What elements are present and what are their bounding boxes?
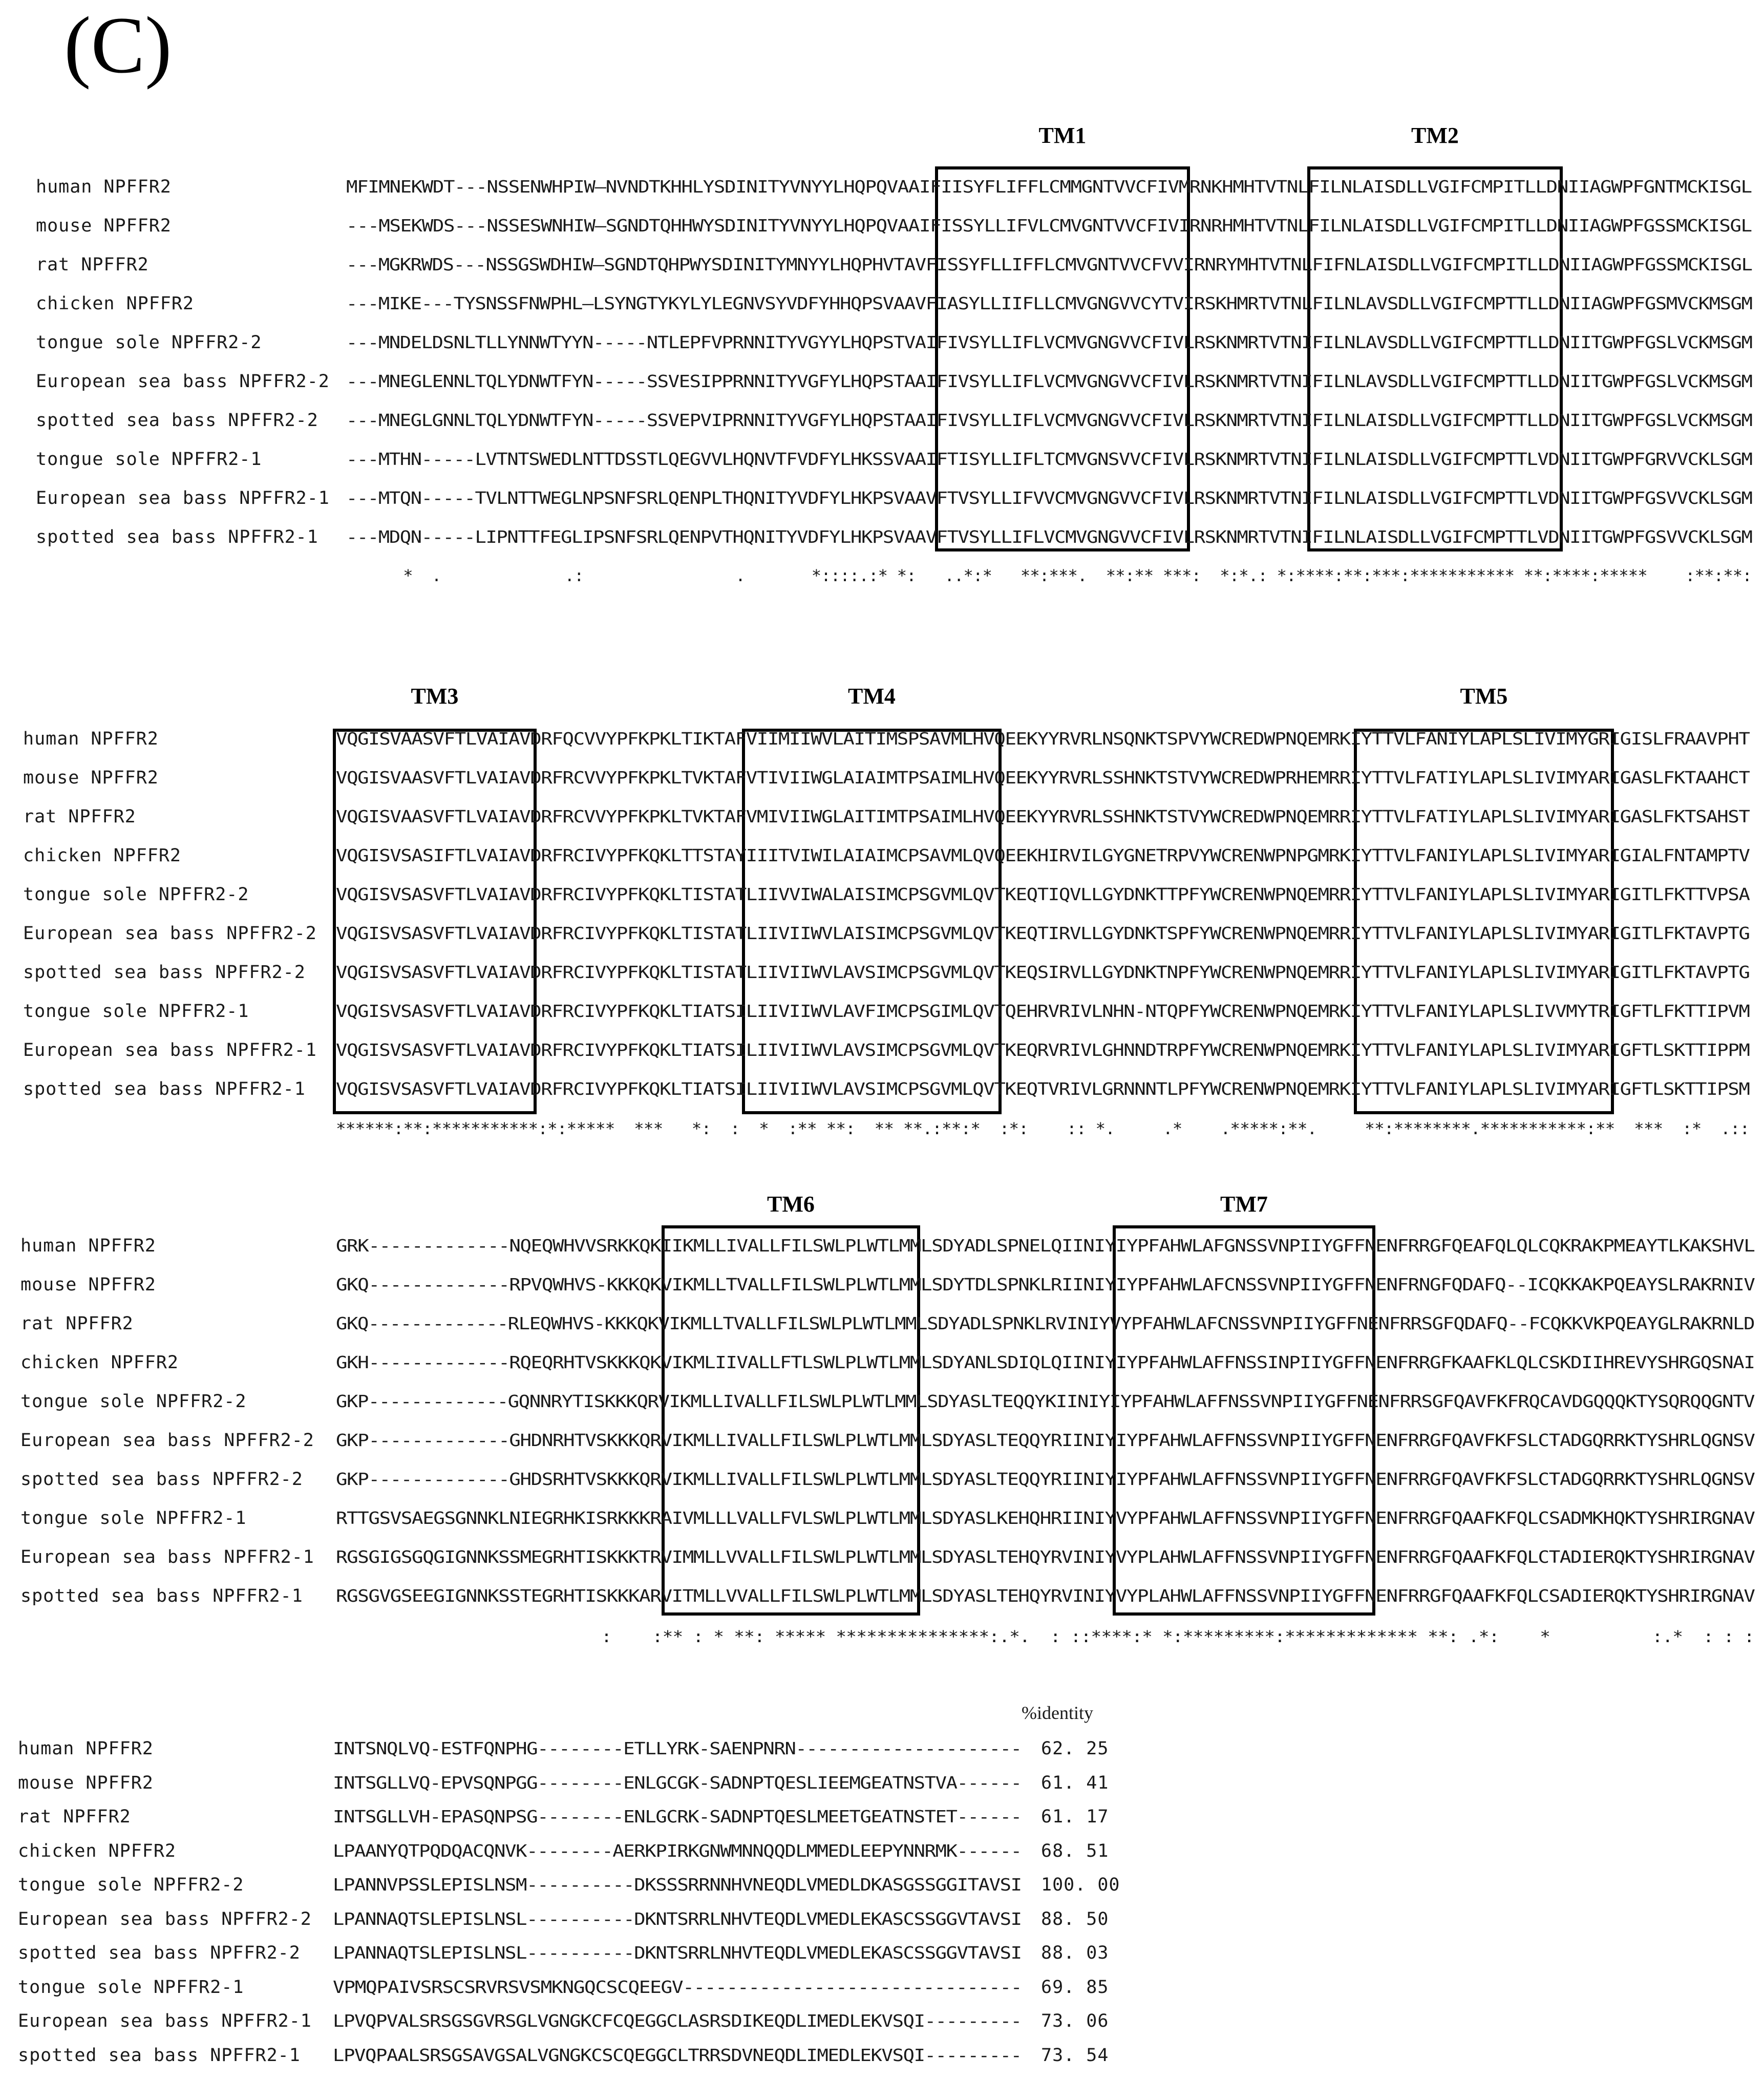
identity-value: 69. 85 xyxy=(1041,1977,1109,1998)
species-name: tongue sole NPFFR2-1 xyxy=(18,1977,244,1998)
species-name: rat NPFFR2 xyxy=(36,254,149,275)
species-name: mouse NPFFR2 xyxy=(36,216,172,236)
sequence-row: GKQ-------------RPVQWHVS-KKKQKVIKMLLTVALLFILSWLPLWTLMMLSDYTDLSPNKLRIINIYIYPFAHWLAFCNSSVNPIIYGFFNENFRNGFQDAFQ--ICQKKAKPQEAYSLRAKRNIV xyxy=(336,1275,1755,1294)
sequence-row: ---MIKE---TYSNSSFNWPHL—LSYNGTYKYLYLEGNVSYVDFYHHQPSVAAVFIASYLLIIFLLCMVGNGVVCYTVIRSKHMRTVTNLFILNLAVSDLLVGIFCMPTTLLDNIIAGWPFGSMVCKMSGM xyxy=(346,293,1752,313)
sequence-row: INTSNQLVQ-ESTFQNPHG--------ETLLYRK-SAENPNRN--------------------- xyxy=(333,1738,1022,1758)
species-name: rat NPFFR2 xyxy=(20,1313,134,1334)
sequence-row: VQGISVSASVFTLVAIAVDRFRCIVYPFKQKLTIATSILIIVIIWVLAVFIMCPSGIMLQVTQEHRVRIVLNHN-NTQPFYWCRENWPNQEMRKIYTTVLFANIYLAPLSLIVVMYTRIGFTLFKTTIPVM xyxy=(336,1001,1750,1021)
sequence-row: ---MDQN-----LIPNTTFEGLIPSNFSRLQENPVTHQNITYVDFYLHKPSVAAVFTVSYLLIFLVCMVGNGVVCFIVLRSKNMRTVTNIFILNLAISDLLVGIFCMPTTLVDNIITGWPFGSVVCKLSGM xyxy=(346,527,1752,547)
tm-label-tm4: TM4 xyxy=(848,684,896,709)
species-name: tongue sole NPFFR2-2 xyxy=(23,884,249,905)
species-name: spotted sea bass NPFFR2-1 xyxy=(23,1079,306,1099)
species-name: spotted sea bass NPFFR2-1 xyxy=(18,2045,301,2066)
species-name: tongue sole NPFFR2-1 xyxy=(20,1508,247,1528)
species-name: European sea bass NPFFR2-1 xyxy=(20,1547,314,1567)
tm-label-tm2: TM2 xyxy=(1411,123,1459,148)
species-name: spotted sea bass NPFFR2-2 xyxy=(36,410,318,431)
species-name: tongue sole NPFFR2-2 xyxy=(36,332,262,353)
species-name: mouse NPFFR2 xyxy=(20,1275,156,1295)
species-name: spotted sea bass NPFFR2-2 xyxy=(18,1943,301,1963)
species-name: European sea bass NPFFR2-1 xyxy=(23,1040,317,1060)
species-name: mouse NPFFR2 xyxy=(18,1772,154,1793)
identity-value: 62. 25 xyxy=(1041,1738,1109,1759)
sequence-row: VQGISVSASVFTLVAIAVDRFRCIVYPFKQKLTIATSILIIVIIWVLAVSIMCPSGVMLQVTKEQRVRIVLGHNNDTRPFYWCRENWPNQEMRKIYTTVLFANIYLAPLSLIVIMYARIGFTLSKTTIPPM xyxy=(336,1040,1750,1060)
sequence-row: LPAANYQTPQDQACQNVK--------AERKPIRKGNWMNNQQDLMMEDLEEPYNNRMK------ xyxy=(333,1840,1022,1861)
species-name: European sea bass NPFFR2-1 xyxy=(36,488,330,508)
species-name: rat NPFFR2 xyxy=(23,806,136,827)
tm-label-tm5: TM5 xyxy=(1460,684,1508,709)
sequence-row: GRK-------------NQEQWHVVSRKKQKIIKMLLIVALLFILSWLPLWTLMMLSDYADLSPNELQIINIYIYPFAHWLAFGNSSVNPIIYGFFNENFRRGFQEAFQLQLCQKRAKPMEAYTLKAKSHVL xyxy=(336,1236,1755,1256)
species-name: European sea bass NPFFR2-2 xyxy=(23,923,317,944)
sequence-row: LPVQPAALSRSGSAVGSALVGNGKCSCQEGGCLTRRSDVNEQDLIMEDLEKVSQI--------- xyxy=(333,2045,1022,2065)
sequence-row: VQGISVAASVFTLVAIAVDRFQCVVYPFKPKLTIKTAFVIIMIIWVLAITIMSPSAVMLHVQEEKYYRVRLNSQNKTSPVYWCREDWPNQEMRKIYTTVLFANIYLAPLSLIVIMYGRIGISLFRAAVPHT xyxy=(336,729,1750,749)
sequence-row: VQGISVSASVFTLVAIAVDRFRCIVYPFKQKLTISTATLIIVVIWALAISIMCPSGVMLQVTKEQTIQVLLGYDNKTTPFYWCRENWPNQEMRRIYTTVLFANIYLAPLSLIVIMYARIGITLFKTTVPSA xyxy=(336,884,1750,904)
species-name: spotted sea bass NPFFR2-2 xyxy=(20,1469,303,1490)
sequence-row: VQGISVAASVFTLVAIAVDRFRCVVYPFKPKLTVKTAFVMIVIIWGLAITIMTPSAIMLHVQEEKYYRVRLSSHNKTSTVYWCREDWPNQEMRRIYTTVLFATIYLAPLSLIVIMYARIGASLFKTSAHST xyxy=(336,806,1750,826)
species-name: human NPFFR2 xyxy=(36,177,172,197)
species-name: spotted sea bass NPFFR2-1 xyxy=(20,1586,303,1606)
identity-value: 61. 17 xyxy=(1041,1807,1109,1827)
sequence-row: RGSGIGSGQGIGNNKSSMEGRHTISKKKTRVIMMLLVVALLFILSWLPLWTLMMLSDYASLTEHQYRVINIYVYPLAHWLAFFNSSVNPIIYGFFNENFRRGFQAAFKFQLCTADIERQKTYSHRIRGNAV xyxy=(336,1547,1755,1567)
species-name: chicken NPFFR2 xyxy=(20,1352,179,1373)
consensus-line: * . .: . *::::.:* *: ..*:* **:***. **:** ***: *:*.: *:****:**:***:*********** **:****:***** :**:**: xyxy=(346,566,1752,585)
identity-value: 61. 41 xyxy=(1041,1772,1109,1793)
tm-label-tm7: TM7 xyxy=(1220,1192,1268,1217)
identity-value: 88. 50 xyxy=(1041,1908,1109,1929)
identity-value: 73. 54 xyxy=(1041,2045,1109,2066)
sequence-row: RGSGVGSEEGIGNNKSSTEGRHTISKKKARVITMLLVVALLFILSWLPLWTLMMLSDYASLTEHQYRVINIYVYPLAHWLAFFNSSVNPIIYGFFNENFRRGFQAAFKFQLCSADIERQKTYSHRIRGNAV xyxy=(336,1586,1755,1606)
sequence-row: LPANNAQTSLEPISLNSL----------DKNTSRRLNHVTEQDLVMEDLEKASCSSGGVTAVSI xyxy=(333,1943,1022,1963)
identity-value: 100. 00 xyxy=(1041,1875,1120,1895)
sequence-row: INTSGLLVQ-EPVSQNPGG--------ENLGCGK-SADNPTQESLIEEMGEATNSTVA------ xyxy=(333,1772,1022,1793)
species-name: spotted sea bass NPFFR2-2 xyxy=(23,962,306,983)
species-name: chicken NPFFR2 xyxy=(23,845,182,866)
sequence-row: LPVQPVALSRSGSGVRSGLVGNGKCFCQEGGCLASRSDIKEQDLIMEDLEKVSQI--------- xyxy=(333,2011,1022,2031)
sequence-row: GKP-------------GHDSRHTVSKKKQRVIKMLLIVALLFILSWLPLWTLMMLSDYASLTEQQYRIINIYIYPFAHWLAFFNSSVNPIIYGFFNENFRRGFQAVFKFSLCTADGQRRKTYSHRLQGNSV xyxy=(336,1469,1755,1489)
tm-label-tm3: TM3 xyxy=(411,684,459,709)
species-name: European sea bass NPFFR2-2 xyxy=(36,371,330,392)
sequence-row: ---MTHN-----LVTNTSWEDLNTTDSSTLQEGVVLHQNVTFVDFYLHKSSVAAIFTISYLLIFLTCMVGNSVVCFIVLRSKNMRTVTNIFILNLAISDLLVGIFCMPTTLVDNIITGWPFGRVVCKLSGM xyxy=(346,449,1752,469)
tm-label-tm1: TM1 xyxy=(1038,123,1087,148)
sequence-row: LPANNVPSSLEPISLNSM----------DKSSSRRNNHVNEQDLVMEDLDKASGSSGGITAVSI xyxy=(333,1875,1022,1895)
sequence-row: ---MSEKWDS---NSSESWNHIW—SGNDTQHHWYSDINITYVNYYLHQPQVAAIFISSYLLIFVLCMVGNTVVCFIVIRNRHMHTVTNLFILNLAISDLLVGIFCMPITLLDNIIAGWPFGSSMCKISGL xyxy=(346,216,1752,236)
sequence-row: GKP-------------GHDNRHTVSKKKQRVIKMLLIVALLFILSWLPLWTLMMLSDYASLTEQQYRIINIYIYPFAHWLAFFNSSVNPIIYGFFNENFRRGFQAVFKFSLCTADGQRRKTYSHRLQGNSV xyxy=(336,1430,1755,1450)
species-name: human NPFFR2 xyxy=(18,1738,154,1759)
tm-label-tm6: TM6 xyxy=(767,1192,815,1217)
sequence-row: GKP-------------GQNNRYTISKKKQRVIKMLLIVALLFILSWLPLWTLMMLSDYASLTEQQYKIINIYIYPFAHWLAFFNSSVNPIIYGFFNENFRRSGFQAVFKFRQCAVDGQQQKTYSQRQQGNTV xyxy=(336,1391,1755,1411)
species-name: European sea bass NPFFR2-2 xyxy=(20,1430,314,1451)
panel-label: (C) xyxy=(64,1,172,90)
species-name: rat NPFFR2 xyxy=(18,1807,131,1827)
species-name: spotted sea bass NPFFR2-1 xyxy=(36,527,318,547)
sequence-row: VPMQPAIVSRSCSRVRSVSMKNGQCSCQEEGV------------------------------- xyxy=(333,1977,1022,1997)
sequence-row: INTSGLLVH-EPASQNPSG--------ENLGCRK-SADNPTQESLMEETGEATNSTET------ xyxy=(333,1807,1022,1827)
sequence-row: LPANNAQTSLEPISLNSL----------DKNTSRRLNHVTEQDLVMEDLEKASCSSGGVTAVSI xyxy=(333,1908,1022,1929)
species-name: European sea bass NPFFR2-1 xyxy=(18,2011,312,2031)
sequence-row: VQGISVSASIFTLVAIAVDRFRCIVYPFKQKLTTSTAYIIITVIWILAIAIMCPSAVMLQVQEEKHIRVILGYGNETRPVYWCRENWPNPGMRKIYTTVLFANIYLAPLSLIVIMYARIGIALFNTAMPTV xyxy=(336,845,1750,865)
consensus-line: ******:**:***********:*:***** *** *: : * :** **: ** **.:**:* :*: :: *. .* .*****:**. **:********.***********:** *** :* .:: xyxy=(336,1119,1750,1138)
identity-header: %identity xyxy=(1022,1703,1093,1723)
sequence-row: ---MNEGLENNLTQLYDNWTFYN-----SSVESIPPRNNITYVGFYLHQPSTAAIFIVSYLLIFLVCMVGNGVVCFIVLRSKNMRTVTNIFILNLAVSDLLVGIFCMPTTLLDNIITGWPFGSLVCKMSGM xyxy=(346,371,1752,391)
species-name: mouse NPFFR2 xyxy=(23,768,159,788)
sequence-row: MFIMNEKWDT---NSSENWHPIW—NVNDTKHHLYSDINITYVNYYLHQPQVAAIFIISYFLIFFLCMMGNTVVCFIVMRNKHMHTVTNLFILNLAISDLLVGIFCMPITLLDNIIAGWPFGNTMCKISGL xyxy=(346,177,1752,197)
species-name: tongue sole NPFFR2-2 xyxy=(20,1391,247,1412)
identity-value: 68. 51 xyxy=(1041,1840,1109,1861)
species-name: tongue sole NPFFR2-1 xyxy=(36,449,262,470)
sequence-row: ---MNEGLGNNLTQLYDNWTFYN-----SSVEPVIPRNNITYVGFYLHQPSTAAIFIVSYLLIFLVCMVGNGVVCFIVLRSKNMRTVTNIFILNLAISDLLVGIFCMPTTLLDNIITGWPFGSLVCKMSGM xyxy=(346,410,1752,430)
sequence-row: VQGISVSASVFTLVAIAVDRFRCIVYPFKQKLTIATSILIIVIIWVLAVSIMCPSGVMLQVTKEQTVRIVLGRNNNTLPFYWCRENWPNQEMRKIYTTVLFANIYLAPLSLIVIMYARIGFTLSKTTIPSM xyxy=(336,1079,1750,1099)
species-name: chicken NPFFR2 xyxy=(36,293,195,314)
sequence-row: ---MTQN-----TVLNTTWEGLNPSNFSRLQENPLTHQNITYVDFYLHKPSVAAVFTVSYLLIFVVCMVGNGVVCFIVLRSKNMRTVTNIFILNLAISDLLVGIFCMPTTLVDNIITGWPFGSVVCKLSGM xyxy=(346,488,1752,508)
sequence-row: VQGISVSASVFTLVAIAVDRFRCIVYPFKQKLTISTATLIIVIIWVLAVSIMCPSGVMLQVTKEQSIRVLLGYDNKTNPFYWCRENWPNQEMRRIYTTVLFANIYLAPLSLIVIMYARIGITLFKTAVPTG xyxy=(336,962,1750,982)
sequence-row: GKQ-------------RLEQWHVS-KKKQKVIKMLLTVALLFILSWLPLWTLMMLSDYADLSPNKLRVINIYVYPFAHWLAFCNSSVNPIIYGFFNENFRRSGFQDAFQ--FCQKKVKPQEAYGLRAKRNLD xyxy=(336,1313,1755,1333)
sequence-row: GKH-------------RQEQRHTVSKKKQKVIKMLIIVALLFTLSWLPLWTLMMLSDYANLSDIQLQIINIYIYPFAHWLAFFNSSINPIIYGFFNENFRRGFKAAFKLQLCSKDIIHREVYSHRGQSNAI xyxy=(336,1352,1755,1372)
sequence-row: VQGISVAASVFTLVAIAVDRFRCVVYPFKPKLTVKTAFVTIVIIWGLAIAIMTPSAIMLHVQEEKYYRVRLSSHNKTSTVYWCREDWPRHEMRRIYTTVLFATIYLAPLSLIVIMYARIGASLFKTAAHCT xyxy=(336,768,1750,788)
sequence-row: ---MGKRWDS---NSSGSWDHIW—SGNDTQHPWYSDINITYMNYYLHQPHVTAVFISSYFLLIFFLCMVGNTVVCFVVIRNRYMHTVTNLFIFNLAISDLLVGIFCMPITLLDNIIAGWPFGSSMCKISGL xyxy=(346,254,1752,274)
species-name: chicken NPFFR2 xyxy=(18,1840,177,1861)
sequence-row: ---MNDELDSNLTLLYNNWTYYN-----NTLEPFVPRNNITYVGYYLHQPSTVAIFIVSYLLIFLVCMVGNGVVCFIVLRSKNMRTVTNIFILNLAVSDLLVGIFCMPTTLLDNIITGWPFGSLVCKMSGM xyxy=(346,332,1752,352)
identity-value: 73. 06 xyxy=(1041,2011,1109,2031)
consensus-line: : :** : * **: ***** ***************:.*. : ::****:* *:*********:************* **: .*: * :.* : : : xyxy=(336,1627,1754,1646)
species-name: human NPFFR2 xyxy=(20,1236,156,1256)
species-name: European sea bass NPFFR2-2 xyxy=(18,1908,312,1929)
species-name: human NPFFR2 xyxy=(23,729,159,749)
species-name: tongue sole NPFFR2-1 xyxy=(23,1001,249,1022)
species-name: tongue sole NPFFR2-2 xyxy=(18,1875,244,1895)
sequence-row: VQGISVSASVFTLVAIAVDRFRCIVYPFKQKLTISTATLIIVIIWVLAISIMCPSGVMLQVTKEQTIRVLLGYDNKTSPFYWCRENWPNQEMRRIYTTVLFANIYLAPLSLIVIMYARIGITLFKTAVPTG xyxy=(336,923,1750,943)
sequence-row: RTTGSVSAEGSGNNKLNIEGRHKISRKKKRAIVMLLLVALLFVLSWLPLWTLMMLSDYASLKEHQHRIINIYVYPFAHWLAFFNSSVNPIIYGFFNENFRRGFQAAFKFQLCSADMKHQKTYSHRIRGNAV xyxy=(336,1508,1755,1528)
identity-value: 88. 03 xyxy=(1041,1943,1109,1963)
